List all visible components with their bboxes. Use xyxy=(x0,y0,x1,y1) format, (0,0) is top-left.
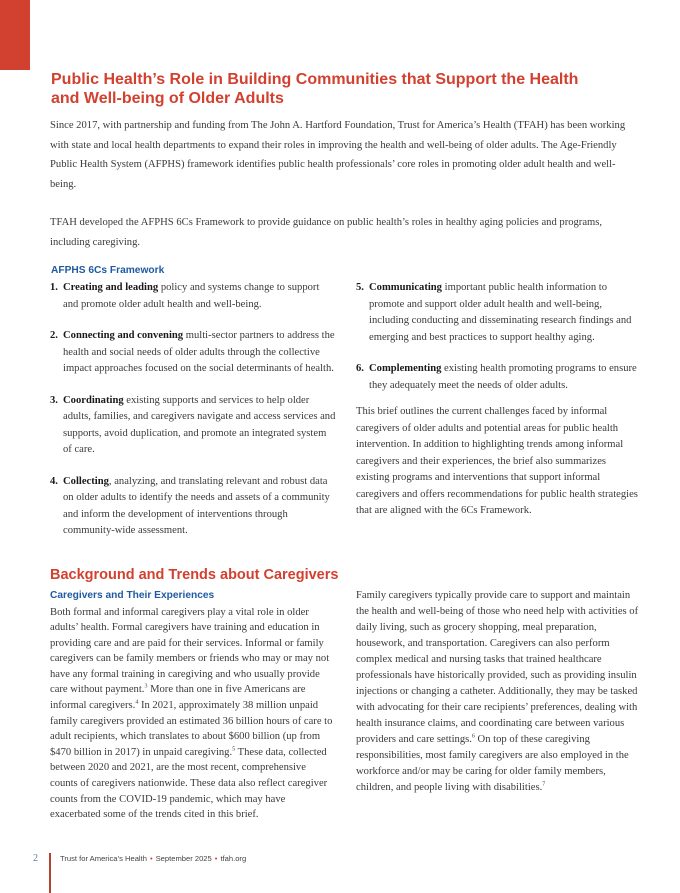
item-bold: Collecting xyxy=(63,475,109,487)
footnote-ref: 6 xyxy=(471,732,475,739)
footer-site-link[interactable]: tfah.org xyxy=(220,853,247,863)
framework-item xyxy=(356,361,640,394)
framework-list-left xyxy=(50,280,336,540)
footnote-ref: 4 xyxy=(135,699,139,706)
item-text: existing health promoting programs to ensure they adequately meet the needs of older adults. xyxy=(369,363,637,391)
text: Family caregivers typically provide care to support and maintain the health and well-being of those who need help with activities of daily living, such as grocery shopping, meal preparation, housework, and transportation. Caregivers can also perform complex medical and nursing tasks that trained healthcare professionals have historically provided, such as providing insulin injections or changing a catheter. Additionally, they may be tasked with advocating for their care recipients’ preferences, dealing with health insurance claims, and coordinating care between various providers and care settings. xyxy=(356,589,639,745)
footer xyxy=(0,853,680,893)
item-number: 6. xyxy=(356,363,364,374)
footer-date: September 2025 xyxy=(155,853,212,863)
background-heading: Background and Trends about Caregivers xyxy=(50,566,339,583)
item-text: , analyzing, and translating relevant and robust data on older adults to identify the needs and assets of a community and inform the development of interventions through community-wide assessment. xyxy=(63,475,330,536)
framework-item xyxy=(356,280,640,346)
footnote-ref: 5 xyxy=(232,746,236,753)
intro-paragraph: Since 2017, with partnership and funding from The John A. Hartford Foundation, Trust for America’s Health (TFAH) has been working with state and local health departments to expand their roles in improving the health and well-being of older adults. The Age-Friendly Public Health System (AFPHS) framework identifies public health professionals’ core roles in promoting older adult health and well-being. xyxy=(50,120,626,190)
background-left-paragraph xyxy=(50,605,336,823)
item-bold: Complementing xyxy=(369,363,442,374)
item-bold: Coordinating xyxy=(63,394,124,406)
intro-paragraph: TFAH developed the AFPHS 6Cs Framework to provide guidance on public health’s roles in healthy aging policies and programs, including caregiving. xyxy=(50,217,603,248)
background-right-paragraph xyxy=(356,588,640,796)
item-text: existing supports and services to help older adults, families, and caregivers navigate and access services and supports, avoid duplication, and promote an integrated system of care. xyxy=(63,394,336,455)
text: These data, collected between 2020 and 2021, are the most recent, comprehensive counts of caregivers nationwide. These data also reflect caregiver counts from the COVID-19 pandemic, which may have exacerbated some of the trends cited in this brief. xyxy=(50,746,328,821)
text: On top of these caregiving responsibilities, most family caregivers are also employed in the workforce and/or may be caring for older family members, children, and people living with disabilities. xyxy=(356,733,629,793)
footnote-ref: 7 xyxy=(542,780,546,787)
text: Both formal and informal caregivers play a vital role in older adults’ health. Formal caregivers have training and education in providing care and are paid for their services. Informal or family caregivers can be family members or friends who may or may not have any formal training in caregiving and who usually provide care without payment. xyxy=(50,606,330,696)
footer-line xyxy=(60,854,246,864)
item-number: 5. xyxy=(356,282,364,293)
page-number: 2 xyxy=(33,852,38,864)
item-bold: Communicating xyxy=(369,282,442,293)
item-bold: Connecting and convening xyxy=(63,330,184,341)
bullet-separator: • xyxy=(149,853,153,863)
background-right-column xyxy=(356,589,640,796)
framework-columns xyxy=(50,280,640,540)
item-number: 4. xyxy=(50,475,58,487)
brief-paragraph: This brief outlines the current challenges faced by informal caregivers of older adults and potential areas for public health intervention. In addition to highlighting trends among informal caregivers and their experiences, the brief also summarizes existing programs and interventions that support informal caregivers and offers recommendations for public health strategies that are aligned with the 6Cs Framework. xyxy=(356,406,638,516)
item-bold: Creating and leading xyxy=(63,282,159,293)
background-left-column xyxy=(50,589,336,823)
footer-org: Trust for America’s Health xyxy=(60,853,147,863)
framework-right-column xyxy=(356,280,640,520)
caregivers-subheading: Caregivers and Their Experiences xyxy=(50,589,215,601)
red-corner-block xyxy=(0,0,30,70)
framework-item xyxy=(50,474,336,540)
framework-item xyxy=(50,393,336,459)
item-number: 2. xyxy=(50,330,58,341)
framework-list-right xyxy=(356,280,640,394)
item-text: policy and systems change to support and promote older adult health and well-being. xyxy=(63,282,320,310)
item-number: 1. xyxy=(50,282,58,293)
text: More than one in five Americans are informal caregivers. xyxy=(50,684,306,712)
footnote-ref: 3 xyxy=(144,683,148,690)
text: In 2021, approximately 38 million unpaid family caregivers provided an estimated 36 billion hours of care to adult recipients, which translates to about $600 billion (up from $470 billion in 2017) in unpaid caregiving. xyxy=(50,700,333,758)
framework-heading: AFPHS 6Cs Framework xyxy=(51,265,165,276)
footer-divider xyxy=(49,853,51,893)
page-title: Public Health’s Role in Building Communities that Support the Health and Well-being of Older Adults xyxy=(51,71,579,107)
background-columns xyxy=(50,589,640,823)
item-text: multi-sector partners to address the health and social needs of older adults through the collective impact approaches focused on the social determinants of health. xyxy=(63,330,335,374)
item-text: important public health information to promote and support older adult health and well-being, including conducting and disseminating research findings and emerging and best practices to support healthy aging. xyxy=(369,282,632,343)
item-number: 3. xyxy=(50,394,58,406)
bullet-separator: • xyxy=(214,853,218,863)
framework-item xyxy=(50,328,336,378)
framework-item xyxy=(50,280,336,313)
